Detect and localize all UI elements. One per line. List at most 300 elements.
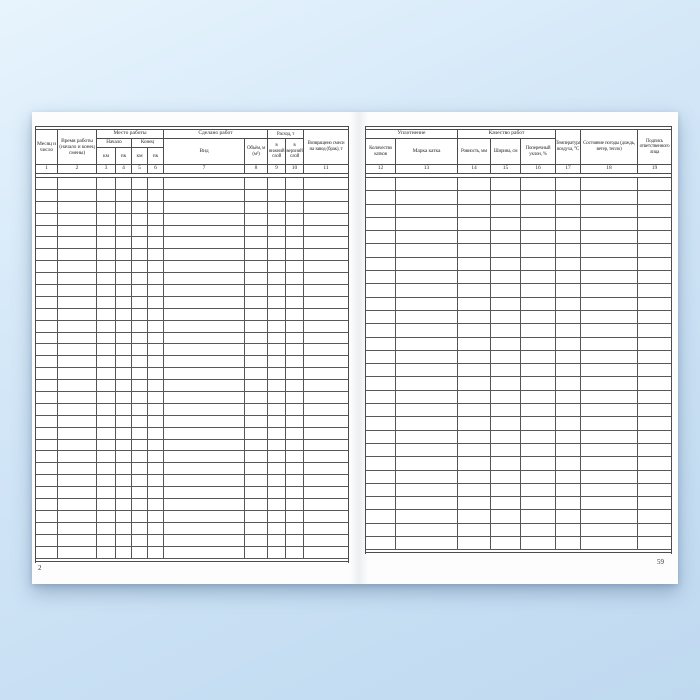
table-cell bbox=[581, 471, 638, 483]
table-cell bbox=[491, 324, 521, 336]
table-cell bbox=[36, 416, 58, 427]
table-cell bbox=[268, 404, 286, 415]
table-cell bbox=[366, 364, 396, 376]
table-cell bbox=[491, 417, 521, 429]
column-header-slope: Поперечный уклон, % bbox=[525, 145, 551, 157]
table-cell bbox=[366, 457, 396, 469]
table-cell bbox=[581, 537, 638, 549]
table-cell bbox=[148, 511, 164, 522]
table-cell bbox=[491, 457, 521, 469]
table-cell bbox=[458, 324, 491, 336]
table-cell bbox=[638, 338, 671, 350]
table-cell bbox=[148, 237, 164, 248]
table-cell bbox=[97, 392, 116, 403]
column-header-worktime bbox=[58, 130, 97, 164]
column-number: 11 bbox=[323, 165, 329, 172]
table-cell bbox=[491, 178, 521, 190]
table-cell bbox=[304, 214, 348, 225]
table-cell bbox=[366, 404, 396, 416]
table-cell bbox=[458, 497, 491, 509]
table-cell bbox=[638, 231, 671, 243]
table-cell bbox=[396, 338, 458, 350]
table-cell bbox=[491, 191, 521, 203]
table-cell bbox=[396, 377, 458, 389]
table-cell bbox=[164, 463, 245, 474]
table-cell bbox=[286, 511, 304, 522]
table-cell bbox=[245, 214, 268, 225]
table-cell bbox=[245, 463, 268, 474]
table-cell bbox=[286, 249, 304, 260]
table-cell bbox=[396, 497, 458, 509]
table-cell bbox=[521, 471, 556, 483]
table-cell bbox=[148, 451, 164, 462]
table-cell bbox=[286, 463, 304, 474]
table-cell bbox=[458, 284, 491, 296]
table-cell bbox=[245, 535, 268, 546]
table-cell bbox=[58, 214, 97, 225]
table-cell bbox=[521, 510, 556, 522]
table-cell bbox=[58, 380, 97, 391]
table-row bbox=[36, 487, 348, 499]
table-cell bbox=[491, 271, 521, 283]
table-cell bbox=[164, 404, 245, 415]
column-number: 3 bbox=[97, 165, 116, 173]
table-cell bbox=[268, 535, 286, 546]
table-cell bbox=[521, 404, 556, 416]
table-cell bbox=[396, 351, 458, 363]
table-cell bbox=[245, 237, 268, 248]
column-number: 8 bbox=[245, 165, 268, 173]
table-cell bbox=[164, 190, 245, 201]
table-cell bbox=[97, 261, 116, 272]
table-cell bbox=[521, 431, 556, 443]
table-cell bbox=[58, 416, 97, 427]
table-cell bbox=[245, 440, 268, 451]
table-cell bbox=[491, 258, 521, 270]
table-cell bbox=[491, 338, 521, 350]
table-row bbox=[36, 404, 348, 416]
table-cell bbox=[116, 237, 132, 248]
table-cell bbox=[556, 497, 581, 509]
column-header-lower-layer: в нижний слой bbox=[268, 139, 286, 164]
column-header-signature-label: Подпись ответственного лица bbox=[639, 138, 670, 155]
table-cell bbox=[491, 471, 521, 483]
table-cell bbox=[164, 297, 245, 308]
table-cell bbox=[164, 487, 245, 498]
table-cell bbox=[286, 178, 304, 189]
table-cell bbox=[97, 249, 116, 260]
table-cell bbox=[286, 214, 304, 225]
table-cell bbox=[116, 392, 132, 403]
table-cell bbox=[148, 202, 164, 213]
table-cell bbox=[491, 524, 521, 536]
table-cell bbox=[58, 321, 97, 332]
table-row bbox=[366, 244, 671, 257]
table-cell bbox=[116, 297, 132, 308]
table-cell bbox=[396, 205, 458, 217]
table-cell bbox=[366, 391, 396, 403]
table-cell bbox=[521, 444, 556, 456]
table-cell bbox=[458, 377, 491, 389]
table-cell bbox=[556, 231, 581, 243]
table-cell bbox=[458, 311, 491, 323]
table-cell bbox=[581, 364, 638, 376]
table-cell bbox=[638, 524, 671, 536]
column-header-pk-end: пк bbox=[152, 152, 159, 159]
table-cell bbox=[132, 487, 148, 498]
table-row bbox=[366, 191, 671, 204]
table-cell bbox=[58, 487, 97, 498]
table-cell bbox=[164, 535, 245, 546]
table-cell bbox=[366, 444, 396, 456]
table-cell bbox=[521, 497, 556, 509]
table-cell bbox=[148, 226, 164, 237]
table-cell bbox=[521, 311, 556, 323]
table-cell bbox=[36, 190, 58, 201]
table-cell bbox=[458, 391, 491, 403]
table-cell bbox=[36, 356, 58, 367]
table-row bbox=[36, 440, 348, 452]
table-cell bbox=[97, 226, 116, 237]
table-cell bbox=[97, 190, 116, 201]
table-cell bbox=[396, 231, 458, 243]
table-cell bbox=[116, 416, 132, 427]
table-cell bbox=[638, 471, 671, 483]
quality-columns bbox=[458, 139, 555, 164]
table-cell bbox=[36, 249, 58, 260]
table-cell bbox=[556, 391, 581, 403]
table-cell bbox=[148, 333, 164, 344]
table-cell bbox=[396, 431, 458, 443]
table-row bbox=[36, 202, 348, 214]
table-cell bbox=[148, 309, 164, 320]
table-cell bbox=[581, 404, 638, 416]
table-cell bbox=[97, 356, 116, 367]
table-cell bbox=[458, 444, 491, 456]
table-cell bbox=[304, 368, 348, 379]
table-cell bbox=[268, 178, 286, 189]
column-number: 19 bbox=[651, 165, 658, 172]
table-cell bbox=[245, 523, 268, 534]
table-cell bbox=[245, 428, 268, 439]
table-row bbox=[36, 475, 348, 487]
table-cell bbox=[245, 511, 268, 522]
group-label-compaction: Уплотнение bbox=[366, 130, 457, 139]
table-cell bbox=[581, 284, 638, 296]
work-done-columns bbox=[164, 139, 267, 164]
table-cell bbox=[366, 484, 396, 496]
table-cell bbox=[245, 380, 268, 391]
table-cell bbox=[304, 178, 348, 189]
table-cell bbox=[638, 377, 671, 389]
table-cell bbox=[304, 309, 348, 320]
table-cell bbox=[396, 178, 458, 190]
table-cell bbox=[116, 321, 132, 332]
table-cell bbox=[268, 392, 286, 403]
table-cell bbox=[268, 261, 286, 272]
table-row bbox=[366, 205, 671, 218]
table-cell bbox=[132, 463, 148, 474]
table-cell bbox=[148, 321, 164, 332]
table-cell bbox=[268, 202, 286, 213]
table-cell bbox=[58, 451, 97, 462]
table-cell bbox=[97, 309, 116, 320]
table-cell bbox=[164, 249, 245, 260]
table-cell bbox=[521, 484, 556, 496]
table-row bbox=[366, 338, 671, 351]
subgroup-start: Начало bbox=[97, 139, 132, 147]
bottom-rule bbox=[36, 561, 348, 563]
table-cell bbox=[116, 475, 132, 486]
table-row bbox=[36, 499, 348, 511]
table-cell bbox=[304, 404, 348, 415]
table-cell bbox=[304, 237, 348, 248]
table-cell bbox=[521, 258, 556, 270]
table-cell bbox=[304, 202, 348, 213]
table-cell bbox=[491, 510, 521, 522]
table-cell bbox=[458, 484, 491, 496]
table-cell bbox=[36, 451, 58, 462]
table-cell bbox=[581, 457, 638, 469]
left-page-table bbox=[35, 126, 349, 563]
table-cell bbox=[132, 404, 148, 415]
table-cell bbox=[304, 380, 348, 391]
table-cell bbox=[245, 321, 268, 332]
table-row bbox=[36, 285, 348, 297]
table-cell bbox=[304, 416, 348, 427]
table-cell bbox=[396, 391, 458, 403]
table-cell bbox=[286, 285, 304, 296]
table-cell bbox=[148, 261, 164, 272]
column-header-width: Ширина, см bbox=[491, 139, 521, 164]
table-cell bbox=[556, 471, 581, 483]
table-cell bbox=[458, 258, 491, 270]
column-number: 2 bbox=[58, 165, 97, 173]
table-cell bbox=[458, 457, 491, 469]
table-cell bbox=[581, 431, 638, 443]
table-cell bbox=[36, 475, 58, 486]
table-cell bbox=[132, 309, 148, 320]
table-cell bbox=[132, 440, 148, 451]
table-cell bbox=[245, 451, 268, 462]
table-cell bbox=[97, 380, 116, 391]
table-cell bbox=[36, 309, 58, 320]
table-row bbox=[366, 524, 671, 537]
table-cell bbox=[581, 417, 638, 429]
table-cell bbox=[58, 297, 97, 308]
table-cell bbox=[366, 338, 396, 350]
column-number: 16 bbox=[521, 165, 556, 173]
table-cell bbox=[97, 440, 116, 451]
table-cell bbox=[36, 535, 58, 546]
column-header-upper-layer: в верхний слой bbox=[286, 143, 303, 160]
consumption-columns bbox=[268, 139, 303, 164]
table-cell bbox=[58, 499, 97, 510]
table-cell bbox=[164, 475, 245, 486]
table-cell bbox=[58, 547, 97, 558]
table-cell bbox=[396, 404, 458, 416]
column-header-worktime-label: Время работы (начало и конец смены) bbox=[59, 137, 95, 157]
table-cell bbox=[97, 475, 116, 486]
table-cell bbox=[491, 377, 521, 389]
table-cell bbox=[268, 523, 286, 534]
table-cell bbox=[286, 523, 304, 534]
table-cell bbox=[581, 244, 638, 256]
table-cell bbox=[396, 524, 458, 536]
table-cell bbox=[132, 499, 148, 510]
table-cell bbox=[36, 237, 58, 248]
table-cell bbox=[97, 202, 116, 213]
column-header-returned-mix-label: Возвращено смеси на завод (брак), т bbox=[307, 141, 345, 152]
table-cell bbox=[366, 431, 396, 443]
table-cell bbox=[58, 261, 97, 272]
table-cell bbox=[638, 218, 671, 230]
table-cell bbox=[458, 271, 491, 283]
table-cell bbox=[638, 497, 671, 509]
table-row bbox=[36, 344, 348, 356]
table-cell bbox=[286, 451, 304, 462]
table-cell bbox=[164, 214, 245, 225]
table-cell bbox=[638, 191, 671, 203]
table-cell bbox=[148, 475, 164, 486]
table-cell bbox=[638, 484, 671, 496]
table-cell bbox=[164, 392, 245, 403]
table-cell bbox=[148, 392, 164, 403]
table-cell bbox=[268, 428, 286, 439]
table-cell bbox=[58, 273, 97, 284]
table-cell bbox=[245, 202, 268, 213]
table-cell bbox=[97, 333, 116, 344]
table-cell bbox=[396, 271, 458, 283]
table-cell bbox=[521, 218, 556, 230]
table-cell bbox=[58, 178, 97, 189]
table-cell bbox=[286, 273, 304, 284]
right-page-table bbox=[365, 126, 672, 554]
column-number: 4 bbox=[116, 165, 132, 173]
table-cell bbox=[164, 440, 245, 451]
table-cell bbox=[521, 338, 556, 350]
table-cell bbox=[366, 191, 396, 203]
table-cell bbox=[268, 440, 286, 451]
table-cell bbox=[36, 547, 58, 558]
table-cell bbox=[116, 428, 132, 439]
table-cell bbox=[132, 226, 148, 237]
table-row bbox=[36, 523, 348, 535]
table-row bbox=[366, 510, 671, 523]
table-cell bbox=[164, 309, 245, 320]
table-cell bbox=[638, 178, 671, 190]
table-cell bbox=[304, 440, 348, 451]
table-cell bbox=[148, 535, 164, 546]
table-cell bbox=[458, 537, 491, 549]
table-cell bbox=[245, 356, 268, 367]
table-cell bbox=[304, 547, 348, 558]
table-cell bbox=[581, 178, 638, 190]
table-cell bbox=[304, 463, 348, 474]
table-cell bbox=[304, 428, 348, 439]
table-cell bbox=[36, 404, 58, 415]
table-cell bbox=[521, 537, 556, 549]
table-cell bbox=[132, 297, 148, 308]
table-cell bbox=[268, 356, 286, 367]
table-cell bbox=[521, 191, 556, 203]
table-cell bbox=[638, 404, 671, 416]
table-cell bbox=[116, 380, 132, 391]
table-cell bbox=[164, 261, 245, 272]
table-cell bbox=[97, 499, 116, 510]
table-cell bbox=[36, 261, 58, 272]
column-header-weather bbox=[581, 130, 638, 164]
column-header-km-end: км bbox=[132, 148, 148, 164]
table-cell bbox=[638, 271, 671, 283]
table-cell bbox=[58, 333, 97, 344]
table-cell bbox=[491, 205, 521, 217]
table-cell bbox=[521, 284, 556, 296]
table-row bbox=[366, 231, 671, 244]
table-cell bbox=[116, 368, 132, 379]
table-row bbox=[366, 471, 671, 484]
table-cell bbox=[116, 511, 132, 522]
table-cell bbox=[521, 271, 556, 283]
table-cell bbox=[396, 484, 458, 496]
table-cell bbox=[132, 511, 148, 522]
table-cell bbox=[116, 190, 132, 201]
table-cell bbox=[58, 523, 97, 534]
table-cell bbox=[268, 273, 286, 284]
column-header-volume: Объём, м (м²) bbox=[246, 145, 266, 157]
table-row bbox=[36, 237, 348, 249]
table-cell bbox=[304, 190, 348, 201]
table-cell bbox=[148, 344, 164, 355]
table-cell bbox=[286, 368, 304, 379]
table-cell bbox=[556, 377, 581, 389]
table-cell bbox=[638, 364, 671, 376]
table-cell bbox=[286, 321, 304, 332]
table-cell bbox=[366, 497, 396, 509]
table-row bbox=[366, 218, 671, 231]
table-cell bbox=[148, 547, 164, 558]
table-cell bbox=[268, 475, 286, 486]
table-row bbox=[366, 404, 671, 417]
table-cell bbox=[458, 338, 491, 350]
column-number: 9 bbox=[268, 165, 286, 173]
table-cell bbox=[491, 537, 521, 549]
table-cell bbox=[556, 218, 581, 230]
table-cell bbox=[304, 475, 348, 486]
table-cell bbox=[304, 523, 348, 534]
table-cell bbox=[581, 258, 638, 270]
table-cell bbox=[148, 297, 164, 308]
table-cell bbox=[116, 463, 132, 474]
group-label-place: Место работы bbox=[97, 130, 163, 139]
table-cell bbox=[116, 344, 132, 355]
table-row bbox=[366, 417, 671, 430]
column-number: 14 bbox=[458, 165, 491, 173]
table-cell bbox=[36, 214, 58, 225]
column-header-evenness: Ровность, мм bbox=[458, 139, 491, 164]
table-cell bbox=[58, 190, 97, 201]
table-cell bbox=[245, 297, 268, 308]
table-cell bbox=[491, 231, 521, 243]
table-cell bbox=[245, 226, 268, 237]
table-cell bbox=[638, 284, 671, 296]
table-cell bbox=[132, 178, 148, 189]
table-cell bbox=[396, 457, 458, 469]
table-cell bbox=[97, 523, 116, 534]
table-cell bbox=[458, 231, 491, 243]
table-cell bbox=[116, 404, 132, 415]
table-cell bbox=[36, 333, 58, 344]
